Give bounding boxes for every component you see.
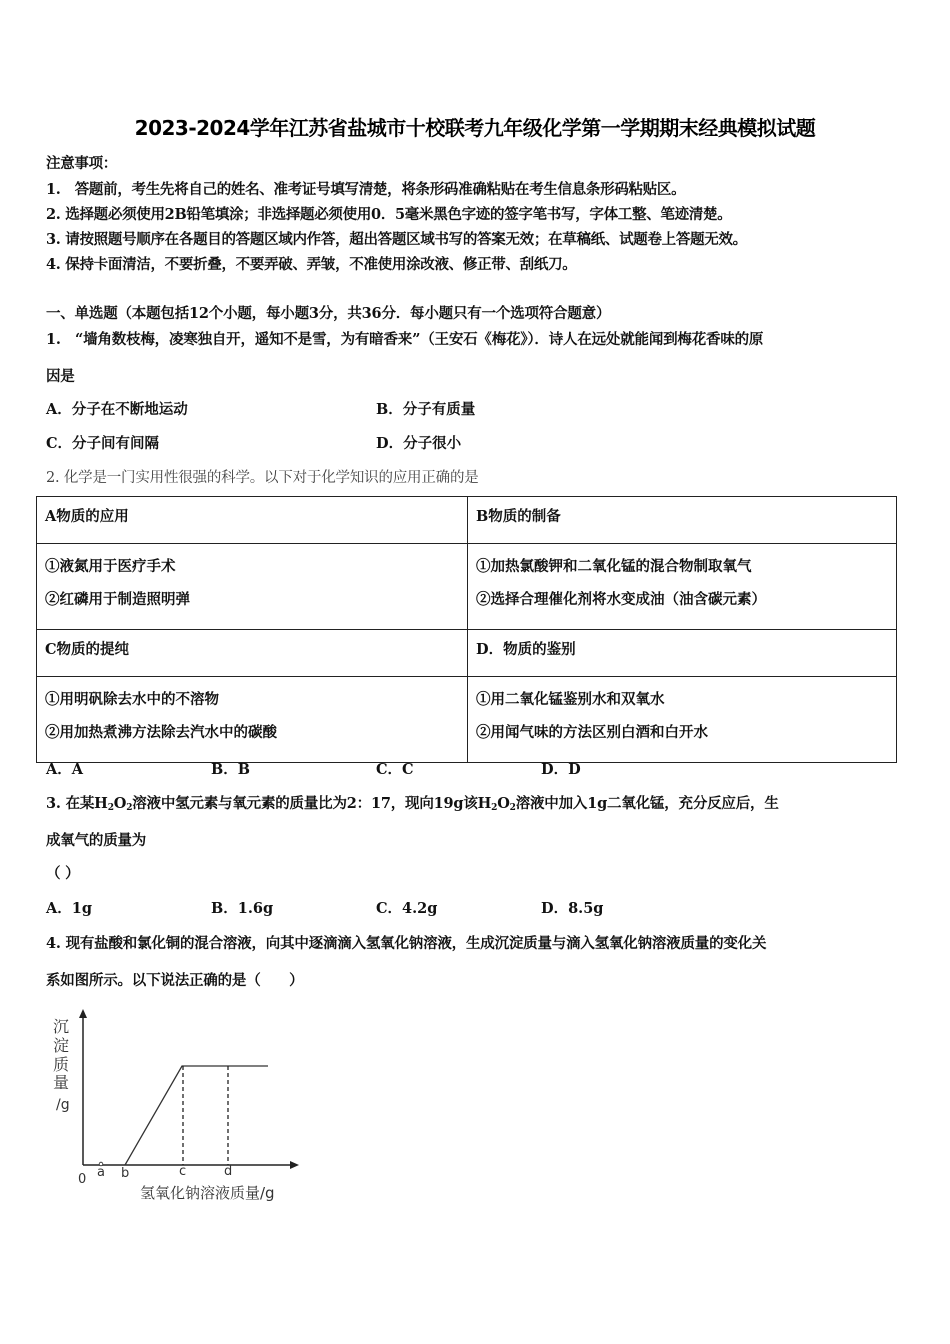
table-c-item-1: ①用明矾除去水中的不溶物 [45, 691, 219, 708]
table-d-item-1: ①用二氧化锰鉴别水和双氧水 [476, 691, 665, 708]
table-cell-d-body [468, 677, 897, 763]
y-axis-arrow-icon [79, 1009, 87, 1018]
precipitate-chart [40, 1005, 310, 1210]
question-2-stem: 2. 化学是一门实用性很强的科学。以下对于化学知识的应用正确的是 [46, 470, 479, 486]
q3-text: O [497, 795, 510, 812]
question-3-option-d[interactable]: D．8.5g [541, 900, 604, 917]
note-item-1: 1. 答题前，考生先将自己的姓名、准考证号填写清楚，将条形码准确粘贴在考生信息条形码粘贴区。 [46, 181, 686, 198]
q3-sub: 2 [509, 803, 516, 813]
page-title: 2023-2024学年江苏省盐城市十校联考九年级化学第一学期期末经典模拟试题 [134, 116, 816, 140]
table-cell-b-body [468, 544, 897, 630]
question-4-stem-line2: 系如图所示。以下说法正确的是（ ） [46, 972, 304, 989]
x-axis-arrow-icon [290, 1161, 299, 1169]
q3-text: 溶液中氢元素与氧元素的质量比为2：17，现向19g该H [132, 795, 492, 812]
question-1-stem-line1: 1. “墙角数枝梅，凌寒独自开，遥知不是雪，为有暗香来”（王安石《梅花》）．诗人在远处就能闻到梅花香味的原 [46, 331, 764, 348]
question-2-option-d[interactable]: D．D [541, 761, 581, 778]
question-1-option-c[interactable]: C．分子间有间隔 [46, 435, 160, 452]
note-item-3: 3. 请按照题号顺序在各题目的答题区域内作答，超出答题区域书写的答案无效；在草稿纸、试题卷上答题无效。 [46, 231, 747, 248]
table-b-item-1: ①加热氯酸钾和二氧化锰的混合物制取氧气 [476, 558, 752, 575]
y-label-char: 质 [53, 1055, 70, 1074]
note-item-2: 2. 选择题必须使用2B铅笔填涂；非选择题必须使用0．5毫米黑色字迹的签字笔书写，字体工整、笔迹清楚。 [46, 206, 732, 223]
q3-text: 3. 在某H [46, 795, 108, 812]
question-2-table [36, 496, 897, 763]
y-label-char: 淀 [53, 1036, 70, 1055]
table-cell-b-head: B物质的制备 [468, 497, 897, 544]
question-3-option-a[interactable]: A．1g [46, 900, 92, 917]
data-line [125, 1066, 268, 1165]
section-heading: 一、单选题（本题包括12个小题，每小题3分，共36分．每小题只有一个选项符合题意） [46, 305, 611, 322]
table-d-item-2: ②用闻气味的方法区别白酒和白开水 [476, 724, 708, 741]
tick-label-a: a [97, 1165, 105, 1180]
question-4-stem-line1: 4. 现有盐酸和氯化铜的混合溶液，向其中逐滴滴入氢氧化钠溶液，生成沉淀质量与滴入氢氧化钠溶液质量的变化关 [46, 935, 767, 952]
question-2-option-b[interactable]: B．B [211, 761, 251, 778]
table-cell-a-body [37, 544, 468, 630]
q3-text: 溶液中加入1g二氧化锰，充分反应后，生 [515, 795, 779, 812]
table-cell-a-head: A物质的应用 [37, 497, 468, 544]
question-3-option-c[interactable]: C．4.2g [376, 900, 438, 917]
table-a-item-1: ①液氮用于医疗手术 [45, 558, 176, 575]
table-a-item-2: ②红磷用于制造照明弹 [45, 591, 190, 608]
x-axis-label: 氢氧化钠溶液质量/g [140, 1184, 275, 1202]
table-cell-c-body [37, 677, 468, 763]
question-1-option-b[interactable]: B．分子有质量 [376, 401, 476, 418]
q3-sub: 2 [107, 803, 114, 813]
origin-label: 0 [78, 1172, 87, 1187]
y-label-char: 量 [53, 1073, 70, 1092]
question-3-option-b[interactable]: B．1.6g [211, 900, 274, 917]
question-1-stem-line2: 因是 [46, 368, 75, 385]
note-item-4: 4. 保持卡面清洁，不要折叠，不要弄破、弄皱，不准使用涂改液、修正带、刮纸刀。 [46, 256, 577, 273]
y-label-unit: /g [56, 1097, 70, 1113]
q3-sub: 2 [126, 803, 133, 813]
question-1-option-a[interactable]: A．分子在不断地运动 [46, 401, 188, 418]
q3-sub: 2 [491, 803, 498, 813]
question-1-option-d[interactable]: D．分子很小 [376, 435, 462, 452]
question-2-option-a[interactable]: A．A [46, 761, 84, 778]
notes-heading: 注意事项： [46, 155, 117, 172]
question-3-stem-line3: （ ） [46, 865, 80, 882]
tick-label-c: c [179, 1164, 187, 1179]
tick-label-b: b [121, 1166, 130, 1181]
q3-text: O [113, 795, 127, 812]
question-3-stem-line2: 成氧气的质量为 [46, 832, 147, 849]
table-cell-d-head: D．物质的鉴别 [468, 630, 897, 677]
table-b-item-2: ②选择合理催化剂将水变成油（油含碳元素） [476, 591, 766, 608]
table-c-item-2: ②用加热煮沸方法除去汽水中的碳酸 [45, 724, 277, 741]
question-2-option-c[interactable]: C．C [376, 761, 414, 778]
question-3-stem-line1 [46, 792, 779, 813]
tick-label-d: d [224, 1164, 233, 1179]
y-label-char: 沉 [53, 1017, 70, 1036]
table-cell-c-head: C物质的提纯 [37, 630, 468, 677]
